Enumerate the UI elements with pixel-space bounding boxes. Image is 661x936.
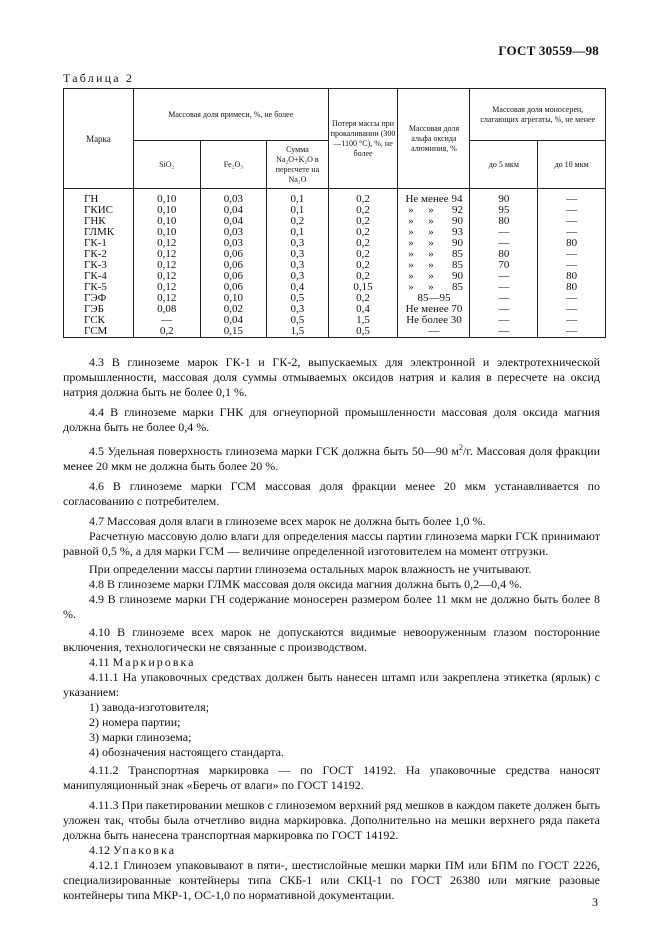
table-cell: » » 90 [398,216,470,227]
table-cell: ГКИС [64,205,134,216]
table-cell: ГК-5 [64,282,134,293]
table-cell: 0,1 [267,205,328,216]
table-cell: — [538,326,606,338]
table-cell: » » 85 [398,249,470,260]
body-text [63,355,600,903]
table-cell: 0,2 [328,216,398,227]
table-cell: 80 [470,249,538,260]
table-row [64,249,606,260]
section-4-12-heading: 4.12 Упаковка [89,843,177,857]
table-cell: 0,10 [133,227,200,238]
table-cell: 0,03 [200,238,267,249]
table-cell: » » 93 [398,227,470,238]
table-cell: 0,3 [267,260,328,271]
table-cell: 0,04 [200,315,267,326]
table-row [64,282,606,293]
clause-4-10: 4.10 В глиноземе всех марок не допускаются видимые невооруженным глазом посторонние включения, технологически не связанные с производством. [63,625,600,654]
col-header-5mkm: до 5 мкм [470,141,538,189]
table-cell: ГНК [64,216,134,227]
table-row [64,326,606,338]
table-cell: 0,2 [328,227,398,238]
col-header-loss: Потеря массы при прокаливании (300—1100 °С), %, не более [328,89,398,189]
table-cell: » » 90 [398,271,470,282]
table-cell: 0,10 [200,293,267,304]
table-cell: — [538,227,606,238]
table-cell: Не менее 94 [398,189,470,206]
table-row [64,293,606,304]
table-cell: 80 [538,271,606,282]
clause-4-6: 4.6 В глиноземе марки ГСМ массовая доля фракции менее 20 мкм устанавливается по согласованию с потребителем. [63,479,600,508]
clause-4-11-2: 4.11.2 Транспортная маркировка — по ГОСТ 14192. На упаковочные средства наносят манипуляционный знак «Беречь от влаги» по ГОСТ 14192. [63,763,600,792]
table-cell: 0,04 [200,205,267,216]
table-cell: » » 92 [398,205,470,216]
table-cell: 0,2 [328,189,398,206]
table-cell: 90 [470,189,538,206]
table-row [64,216,606,227]
table-cell: ГСМ [64,326,134,338]
table-cell: — [538,315,606,326]
table-cell: ГСК [64,315,134,326]
clause-4-12-1: 4.12.1 Глинозем упаковывают в пяти-, шестислойные мешки марки ПМ или БПМ по ГОСТ 2226, специализированные контейнеры типа СКБ-1 или СКЦ-1 по ГОСТ 26380 или мягкие разовые контейнеры типа МКР-1, ОС-1,0 по нормативной документации. [63,858,600,902]
table-row [64,227,606,238]
list-item: 3) марки глинозема; [89,730,192,744]
table-cell: 0,04 [200,216,267,227]
clause-4-4: 4.4 В глиноземе марки ГНК для огнеупорной промышленности массовая доля оксида магния должна быть не более 0,4 %. [63,405,600,434]
col-header-impurity: Массовая доля примеси, %, не более [133,89,328,141]
table-cell: — [538,216,606,227]
table-cell: — [538,304,606,315]
table-cell: — [470,282,538,293]
section-4-11-heading: 4.11 Маркировка [89,655,196,669]
list-item: 2) номера партии; [89,715,181,729]
table-row [64,189,606,206]
table-cell: 0,3 [267,249,328,260]
table-cell: 0,2 [328,238,398,249]
table-cell: 0,06 [200,271,267,282]
table-row [64,304,606,315]
table-cell: 0,5 [328,326,398,338]
table-cell: ГК-1 [64,238,134,249]
table-cell: — [470,326,538,338]
col-header-10mkm: до 10 мкм [538,141,606,189]
clause-4-11-1: 4.11.1 На упаковочных средствах должен быть нанесен штамп или закреплена этикетка (ярлык) с указанием: [63,670,600,699]
table-cell: ГЭФ [64,293,134,304]
table-cell: 0,2 [267,216,328,227]
table-cell: 0,3 [267,304,328,315]
table-cell: — [470,227,538,238]
table-cell: 0,1 [267,189,328,206]
col-header-sum: Сумма Na₂O+K₂O в пересчете на Na₂O [267,141,328,189]
table-caption: Таблица 2 [63,71,135,85]
clause-4-5: 4.5 Удельная поверхность глинозема марки ГСК должна быть 50—90 $м^2/г$. Массовая доля фракции менее 20 мкм не должна быть более 20 %. [63,443,600,473]
table-cell: 1,5 [267,326,328,338]
table-cell: 85—95 [398,293,470,304]
col-header-alpha: Массовая доля альфа оксида алюминия, % [398,89,470,189]
table-cell: — [133,315,200,326]
clause-4-7-calc: Расчетную массовую долю влаги для определения массы партии глинозема марки ГСК принимают равной 0,5 %, а для марки ГСМ — величине определенной изготовителем на момент отгрузки. [63,529,600,558]
table-cell: 0,03 [200,227,267,238]
table-cell: 0,2 [133,326,200,338]
table-cell: — [470,271,538,282]
table-cell: 0,5 [267,315,328,326]
table-cell: — [470,293,538,304]
table-cell: — [538,249,606,260]
table-cell: 0,10 [133,205,200,216]
table-cell: 80 [538,238,606,249]
table-cell: 70 [470,260,538,271]
table-cell: 0,08 [133,304,200,315]
table-cell: 0,10 [133,189,200,206]
table-cell: — [538,293,606,304]
clause-4-7-note: При определении массы партии глинозема остальных марок влажность не учитывают. [89,562,532,576]
table-cell: Не более 30 [398,315,470,326]
table-cell: » » 85 [398,260,470,271]
table-cell: 0,3 [267,238,328,249]
table-cell: 0,2 [328,260,398,271]
table-cell: 0,15 [328,282,398,293]
table-cell: 0,06 [200,249,267,260]
table-cell: 80 [470,216,538,227]
list-item: 1) завода-изготовителя; [89,700,209,714]
table-cell: 0,12 [133,260,200,271]
table-cell: » » 90 [398,238,470,249]
table-cell: Не менее 70 [398,304,470,315]
table-cell: ГН [64,189,134,206]
table-cell: 0,2 [328,249,398,260]
page-number: 3 [592,895,598,909]
table-cell: » » 85 [398,282,470,293]
table-cell: 0,4 [328,304,398,315]
table-cell: 0,06 [200,260,267,271]
table-cell: 0,1 [267,227,328,238]
table-cell: 0,2 [328,293,398,304]
col-header-sio2: SiO₂ [133,141,200,189]
table-row [64,260,606,271]
table-cell: ГЭБ [64,304,134,315]
clause-4-7: 4.7 Массовая доля влаги в глиноземе всех марок не должна быть более 1,0 %. [89,514,486,528]
table-row [64,205,606,216]
table-cell: 1,5 [328,315,398,326]
table-cell: — [398,326,470,338]
table-cell: 0,02 [200,304,267,315]
spec-table [63,88,606,338]
table-row [64,238,606,249]
table-cell: 0,3 [267,271,328,282]
col-header-monoseren: Массовая доля моносерен, слагающих агрегаты, %, не менее [470,89,606,141]
table-cell: — [470,304,538,315]
table-cell: — [470,238,538,249]
standard-header: ГОСТ 30559—98 [498,43,599,58]
list-item: 4) обозначения настоящего стандарта. [89,745,284,759]
table-row [64,315,606,326]
table-cell: ГК-3 [64,260,134,271]
table-cell: 0,12 [133,238,200,249]
clause-4-8: 4.8 В глиноземе марки ГЛМК массовая доля оксида магния должна быть 0,2—0,4 %. [89,577,523,591]
clause-4-11-3: 4.11.3 При пакетировании мешков с глиноземом верхний ряд мешков в каждом пакете должен быть уложен так, чтобы была отчетливо видна маркировка. Дополнительно на мешки верхнего ряда пакета должна быть нанесена транспортная маркировка по ГОСТ 14192. [63,798,600,842]
table-cell: 0,12 [133,271,200,282]
table-cell: 0,15 [200,326,267,338]
col-header-fe2o3: Fe₂O₃ [200,141,267,189]
table-cell: — [470,315,538,326]
clause-4-3: 4.3 В глиноземе марок ГК-1 и ГК-2, выпускаемых для электронной и электротехнической промышленности, массовая доля суммы отмываемых оксидов натрия и калия в пересчете на оксид натрия должна быть не более 0,1 %. [63,355,600,399]
table-cell: ГК-2 [64,249,134,260]
table-cell: 0,2 [328,271,398,282]
table-cell: 0,4 [267,282,328,293]
table-row [64,271,606,282]
table-cell: 95 [470,205,538,216]
table-cell: ГК-4 [64,271,134,282]
table-cell: — [538,205,606,216]
table-cell: 0,10 [133,216,200,227]
table-cell: 0,12 [133,293,200,304]
clause-4-9: 4.9 В глиноземе марки ГН содержание моносерен размером более 11 мкм не должно быть более 8 %. [63,592,600,621]
table-cell: 0,06 [200,282,267,293]
table-cell: 0,12 [133,282,200,293]
table-cell: — [538,260,606,271]
table-cell: ГЛМК [64,227,134,238]
table-cell: 0,03 [200,189,267,206]
table-cell: 80 [538,282,606,293]
table-cell: 0,5 [267,293,328,304]
table-cell: 0,2 [328,205,398,216]
table-cell: 0,12 [133,249,200,260]
col-header-marka: Марка [64,89,134,189]
table-cell: — [538,189,606,206]
